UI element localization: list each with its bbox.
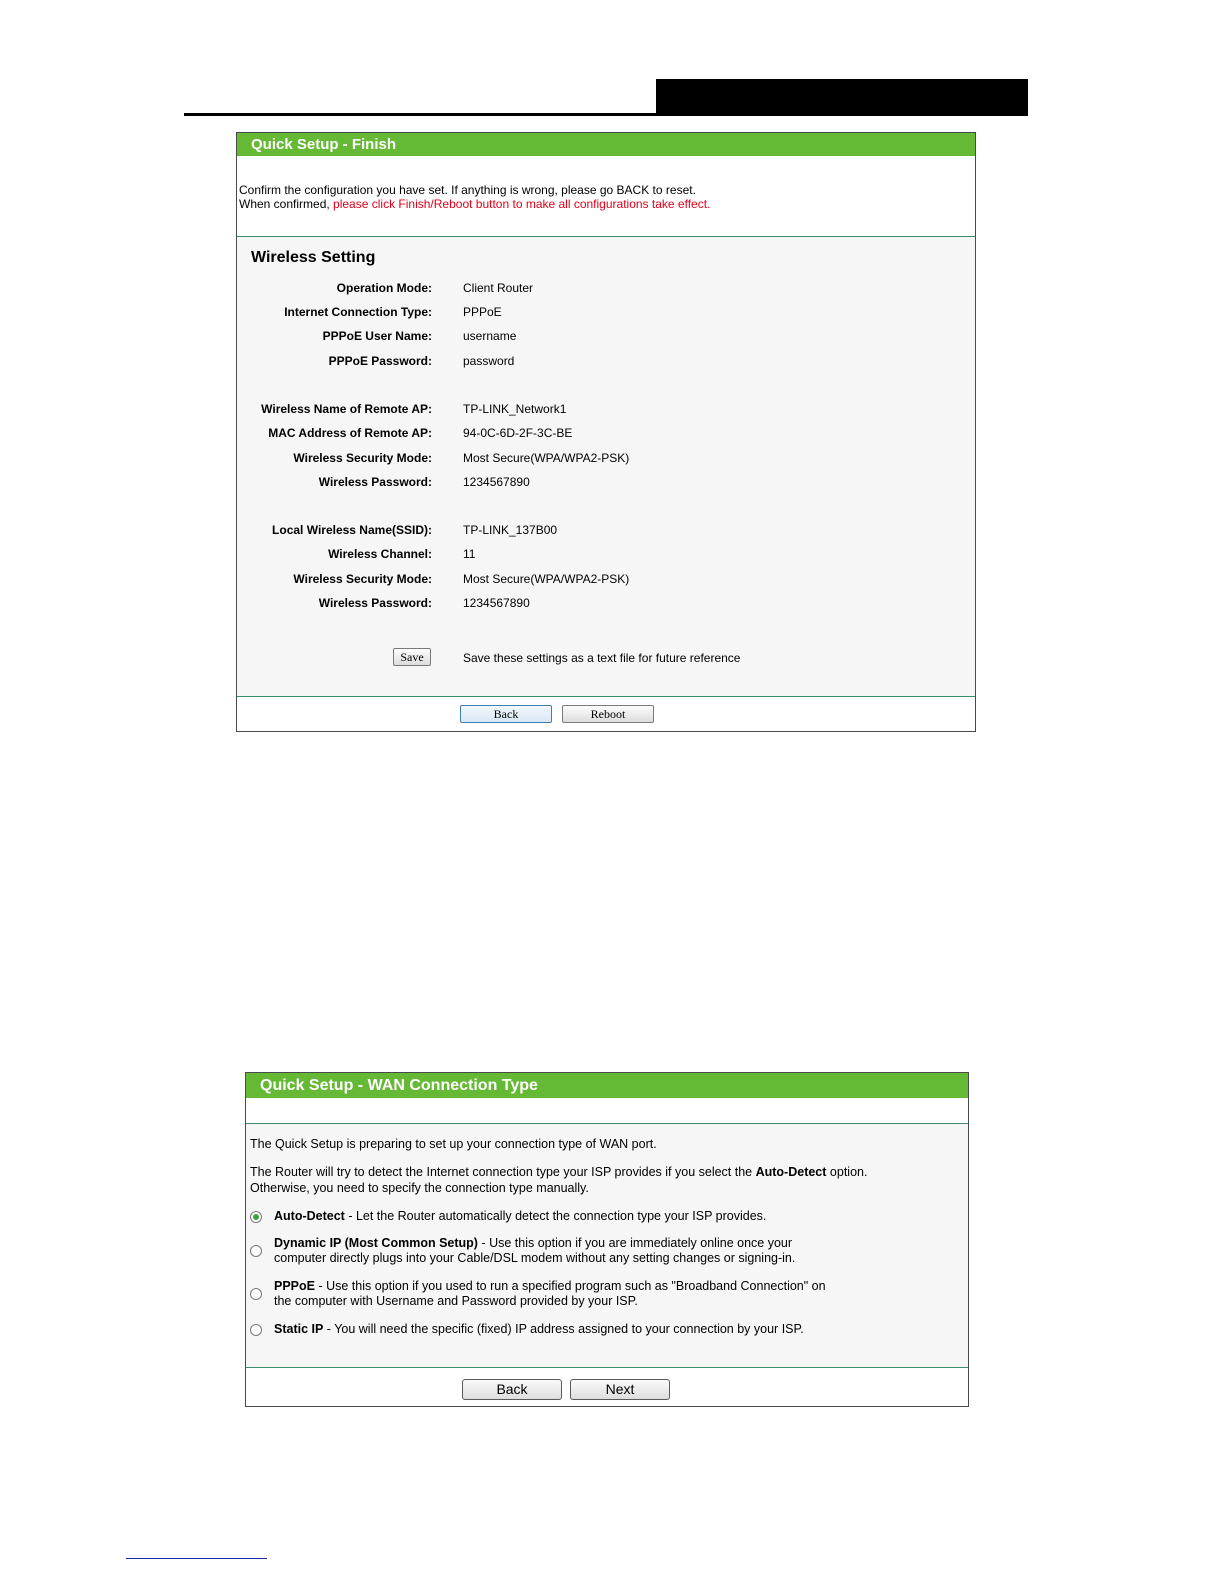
radio-pppoe[interactable] <box>250 1288 262 1300</box>
wan-intro-bold: Auto-Detect <box>755 1165 827 1179</box>
settings-row <box>237 572 975 588</box>
setting-value: 1234567890 <box>463 475 530 489</box>
setting-value: username <box>463 329 517 343</box>
setting-value: Most Secure(WPA/WPA2-PSK) <box>463 572 630 586</box>
option-desc-line2: computer directly plugs into your Cable/DSL modem without any setting changes or signing-in. <box>274 1251 796 1265</box>
option-text <box>274 1209 766 1224</box>
wan-blank-strip <box>246 1098 968 1123</box>
option-text <box>274 1236 795 1266</box>
finish-divider-top <box>237 236 975 237</box>
wan-intro-prefix: The Router will try to detect the Internet connection type your ISP provides if you select the <box>250 1165 756 1179</box>
settings-row <box>237 281 975 297</box>
setting-value: 1234567890 <box>463 596 530 610</box>
settings-row <box>237 402 975 418</box>
setting-value: Most Secure(WPA/WPA2-PSK) <box>463 451 630 465</box>
finish-panel-title: Quick Setup - Finish <box>237 133 975 156</box>
radio-auto-detect[interactable] <box>250 1211 262 1223</box>
setting-label: Wireless Channel: <box>328 547 432 561</box>
footer-link-underline <box>126 1558 267 1559</box>
save-note-row <box>237 651 975 667</box>
wan-intro-line2 <box>250 1165 867 1179</box>
settings-row <box>237 596 975 612</box>
setting-label: Wireless Name of Remote AP: <box>261 402 432 416</box>
page-header-rule <box>184 113 1028 116</box>
setting-value: 94-0C-6D-2F-3C-BE <box>463 426 573 440</box>
setting-value: 11 <box>463 547 476 561</box>
finish-intro-line1: Confirm the configuration you have set. If anything is wrong, please go BACK to reset. <box>239 183 696 197</box>
option-text <box>274 1322 804 1337</box>
save-button[interactable]: Save <box>393 648 431 666</box>
reboot-button[interactable]: Reboot <box>562 705 654 723</box>
finish-intro-prefix: When confirmed, <box>239 197 334 211</box>
setting-label: Wireless Password: <box>318 596 432 610</box>
wireless-setting-title: Wireless Setting <box>251 249 376 266</box>
setting-label: Local Wireless Name(SSID): <box>272 523 432 537</box>
setting-label: PPPoE User Name: <box>322 329 432 343</box>
option-name: Auto-Detect <box>274 1209 345 1223</box>
setting-value: PPPoE <box>463 305 502 319</box>
radio-static-ip[interactable] <box>250 1324 262 1336</box>
option-desc: - Use this option if you are immediately online once your <box>477 1236 793 1250</box>
option-name: PPPoE <box>274 1279 315 1293</box>
next-button[interactable]: Next <box>570 1379 670 1400</box>
option-desc: - Use this option if you used to run a specified program such as "Broadband Connection" on <box>315 1279 826 1293</box>
setting-label: Operation Mode: <box>336 281 432 295</box>
setting-value: Client Router <box>463 281 534 295</box>
settings-row <box>237 523 975 539</box>
setting-value: TP-LINK_137B00 <box>463 523 558 537</box>
setting-label: Wireless Security Mode: <box>293 572 432 586</box>
setting-value: password <box>463 354 515 368</box>
option-text <box>274 1279 826 1309</box>
save-note: Save these settings as a text file for future reference <box>463 651 741 665</box>
settings-row <box>237 475 975 491</box>
quick-setup-finish-panel <box>236 132 976 732</box>
option-name: Dynamic IP (Most Common Setup) <box>274 1236 478 1250</box>
wan-back-button[interactable]: Back <box>462 1379 562 1400</box>
setting-label: Wireless Security Mode: <box>293 451 432 465</box>
option-desc-line2: the computer with Username and Password provided by your ISP. <box>274 1294 638 1308</box>
setting-value: TP-LINK_Network1 <box>463 402 567 416</box>
radio-dynamic-ip[interactable] <box>250 1245 262 1257</box>
wan-intro-suffix: option. <box>826 1165 868 1179</box>
option-name: Static IP <box>274 1322 324 1336</box>
wan-divider-top <box>246 1123 968 1124</box>
option-desc: - Let the Router automatically detect the connection type your ISP provides. <box>344 1209 767 1223</box>
back-button[interactable]: Back <box>460 705 552 723</box>
setting-label: MAC Address of Remote AP: <box>268 426 432 440</box>
settings-row <box>237 354 975 370</box>
wan-intro-line1: The Quick Setup is preparing to set up your connection type of WAN port. <box>250 1137 657 1151</box>
wan-panel-title: Quick Setup - WAN Connection Type <box>246 1073 968 1098</box>
wan-intro-line3: Otherwise, you need to specify the connection type manually. <box>250 1181 589 1195</box>
quick-setup-wan-panel <box>245 1072 969 1407</box>
finish-intro-warning: please click Finish/Reboot button to make all configurations take effect. <box>333 197 711 211</box>
settings-row <box>237 547 975 563</box>
settings-row <box>237 451 975 467</box>
setting-label: PPPoE Password: <box>328 354 432 368</box>
settings-row <box>237 426 975 442</box>
page-header-tab <box>656 79 1028 116</box>
setting-label: Wireless Password: <box>318 475 432 489</box>
finish-intro-line2 <box>239 197 710 211</box>
settings-row <box>237 305 975 321</box>
settings-row <box>237 329 975 345</box>
option-desc: - You will need the specific (fixed) IP address assigned to your connection by your ISP. <box>323 1322 804 1336</box>
setting-label: Internet Connection Type: <box>284 305 432 319</box>
